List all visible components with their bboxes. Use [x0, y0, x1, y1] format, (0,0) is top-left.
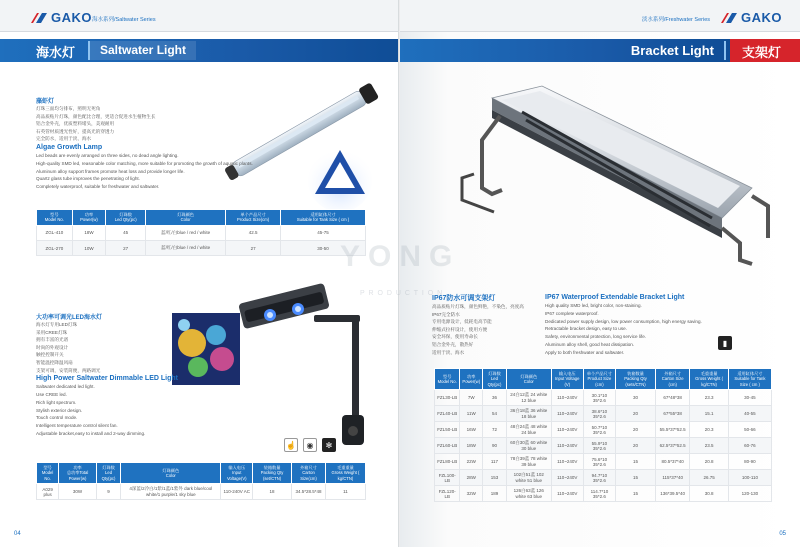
table-cell: A029 plus	[37, 484, 59, 500]
table-cell: 45	[106, 225, 146, 240]
table-row	[435, 486, 772, 502]
table-cell: FZL80-LB	[435, 454, 460, 470]
watermark: YONG	[340, 240, 461, 273]
table-cell: 16W	[460, 422, 483, 438]
feature-line-en: High quality SMD led, bright color, non-staining.	[545, 303, 642, 308]
table-cell: 67*55*38	[655, 406, 689, 422]
table-cell: 9	[96, 484, 120, 500]
feature-line-cn: 触控控制开关	[36, 352, 64, 358]
table-header: 型号 Model No.	[435, 369, 460, 390]
right-series-label: 淡水系列/Freshwater Series	[641, 17, 710, 23]
feature-line-en: Led beads are evenly arranged on three sides, no dead angle lighting.	[36, 152, 179, 158]
feature-line-en: Safety, environmental protection, long service life.	[545, 334, 647, 340]
left-title-band	[0, 39, 400, 62]
feature-line-en: Apply to both freshwater and saltwater.	[545, 349, 625, 355]
table-cell: 10W	[72, 241, 106, 256]
table-row	[435, 438, 772, 454]
table-cell: 50-66	[728, 422, 771, 438]
table-header: 灯珠数 Led Qty(pc)	[483, 369, 507, 390]
table-cell: 136*39.5*40	[655, 486, 689, 502]
table-header: 灯珠颜色 Color	[121, 463, 221, 484]
feature-line-cn: 适用于淡、海水	[432, 349, 465, 355]
table-cell: 30	[616, 390, 656, 406]
wifi-icon: ◉	[303, 438, 317, 452]
table-cell: 55.5*37*52.5	[655, 422, 689, 438]
brand-logo	[30, 10, 92, 25]
table-cell: 27	[106, 241, 146, 256]
table-cell: 30-50	[281, 241, 366, 256]
table-cell: 189	[483, 486, 507, 502]
dimmable-spec-table	[36, 462, 366, 500]
remote-control-icon: ▮	[718, 336, 732, 350]
table-cell: 20	[616, 438, 656, 454]
table-cell: 38.6*10 35*2.6	[583, 406, 615, 422]
table-cell: 110~240V	[551, 470, 583, 486]
table-cell: 15	[616, 470, 656, 486]
table-cell: FZL60-LB	[435, 438, 460, 454]
table-header: 输入电压 Input Voltage(V)	[221, 463, 253, 484]
table-cell: 18	[253, 484, 292, 500]
feature-line-en: High-quality SMD led, reasonable color matching, more suitable for promoting the growth of aquatic plants.	[36, 160, 253, 166]
table-cell: 110~240V	[551, 390, 583, 406]
table-header: 毛重重量 Gross Weight ( kg/CTN)	[325, 463, 365, 484]
table-cell: 75.6*10 35*2.6	[583, 454, 615, 470]
algae-description	[36, 96, 286, 191]
fan-icon: ✻	[322, 438, 336, 452]
page-number-left: 04	[14, 531, 21, 537]
table-cell: 110-240V AC	[221, 484, 253, 500]
algae-spec-table	[36, 209, 366, 256]
table-row	[435, 454, 772, 470]
bracket-en-description	[545, 293, 785, 357]
feature-line-cn: 专用电源设计，低耗电高节能	[432, 319, 492, 325]
touch-control-icon: ☝	[284, 438, 298, 452]
table-cell: 54	[483, 406, 507, 422]
feature-line-en: Intelligent temperature control silent fan.	[36, 423, 118, 429]
table-cell: 117	[483, 454, 507, 470]
table-header: 装箱数量 Packing Qty (set/CTN)	[253, 463, 292, 484]
bracket-cn-title: IP67防水可调支架灯	[432, 295, 496, 302]
feature-line-en: Completely waterproof, suitable for freshwater and saltwater.	[36, 184, 160, 190]
page-number-right: 05	[779, 531, 786, 537]
table-cell: 11W	[460, 406, 483, 422]
right-brand-name: GAKO	[741, 10, 782, 25]
table-cell: FZL100-LB	[435, 470, 460, 486]
table-cell: 15	[616, 454, 656, 470]
title-cn: 海水灯	[36, 45, 76, 60]
table-cell: 78白39蓝 78 white 39 blue	[506, 454, 551, 470]
feature-line-en: Touch control mode.	[36, 415, 78, 421]
table-cell: 30.8	[690, 486, 729, 502]
feature-line-cn: 石英管材质透光性好，提高光的穿透力	[36, 128, 115, 134]
table-header: 适用缸体尺寸 Suitable for Tank Size ( cm )	[728, 369, 771, 390]
feature-line-en: Stylish exterior design.	[36, 407, 83, 413]
table-cell: 110~240V	[551, 438, 583, 454]
table-header: 毛重重量 Gross Weight ( kg/CTN)	[690, 369, 729, 390]
table-cell: 27	[226, 241, 281, 256]
feature-line-en: Rich light spectrum.	[36, 399, 77, 405]
table-cell: 20.3	[690, 422, 729, 438]
series-label: 海水系列/Saltwater Series	[92, 17, 156, 23]
feature-line-en: Saltwater dedicated led light.	[36, 384, 95, 390]
table-cell: 40-55	[728, 406, 771, 422]
table-cell: 60-76	[728, 438, 771, 454]
table-cell: 18W	[460, 438, 483, 454]
feature-line-cn: 伸缩式拉杆设计，使用方便	[432, 326, 488, 332]
title-en: Saltwater Light	[88, 41, 196, 60]
table-cell: 62.5*37*52.5	[655, 438, 689, 454]
feature-line-cn: 铝合金外壳，散热好	[432, 341, 474, 347]
table-cell: 30W	[59, 484, 97, 500]
table-header: 功率 总功率Total Power(w)	[59, 463, 97, 484]
feature-line-en: Use CREE led.	[36, 391, 67, 397]
algae-cn-title: 藻虾灯	[36, 99, 55, 105]
bracket-light-image	[422, 78, 782, 268]
table-cell: ZGL-410	[37, 225, 73, 240]
right-brand-logo	[720, 10, 782, 25]
table-cell: 26.75	[690, 470, 729, 486]
left-header	[0, 0, 400, 32]
feature-line-cn: 海水灯专用LED灯珠	[36, 322, 78, 327]
table-header: 灯珠数 Led Qty(pc)	[106, 210, 146, 226]
table-cell: 23.5	[690, 438, 729, 454]
table-cell: 67*48*38	[655, 390, 689, 406]
table-cell: 102白51蓝 102 white 51 blue	[506, 470, 551, 486]
table-header: 装箱数量 Packing Qty (sets/CTN)	[616, 369, 656, 390]
table-cell: 23.3	[690, 390, 729, 406]
table-row	[37, 225, 366, 240]
feature-line-en: Aluminum alloy shell, good heat dissipation.	[545, 341, 635, 347]
feature-line-cn: 高品质贴片灯珠，颜色配比合理，更适合促进水生植物生长	[36, 113, 156, 119]
table-row	[37, 484, 366, 500]
table-cell: 50.7*10 35*2.6	[583, 422, 615, 438]
table-cell: 114.7*10 35*2.6	[583, 486, 615, 502]
table-row	[435, 422, 772, 438]
table-cell: 36	[483, 390, 507, 406]
table-cell: FZL40-LB	[435, 406, 460, 422]
table-cell: 36白18蓝 36 white 18 blue	[506, 406, 551, 422]
table-cell: ZGL-270	[37, 241, 73, 256]
table-header: 灯珠颜色 Color	[146, 210, 226, 226]
table-cell: FZL50-LB	[435, 422, 460, 438]
table-header: 适用缸体尺寸 Suitable for Tank Size ( cm )	[281, 210, 366, 226]
table-cell: 蓝/红/白blue / red / white	[146, 225, 226, 240]
feature-line-cn: 安全环保，使用寿命长	[432, 334, 478, 340]
feature-line-cn: 支架可调，安装简便，两路调光	[36, 367, 101, 373]
table-header: 外箱尺寸 Carton Size(cm)	[292, 463, 326, 484]
dimmable-en-title: High Power Saltwater Dimmable LED Light	[36, 375, 178, 383]
dimmable-cn-title: 大功率可调光LED海水灯	[36, 315, 103, 321]
feature-line-cn: 采用CREE灯珠	[36, 329, 68, 335]
table-cell: 115*37*40	[655, 470, 689, 486]
table-cell: 55.9*10 35*2.6	[583, 438, 615, 454]
table-cell: 18W	[72, 225, 106, 240]
table-cell: 110~240V	[551, 454, 583, 470]
watermark-sub: P R O D U C T I O N	[360, 290, 444, 297]
bracket-cn-description	[432, 293, 542, 356]
feature-line-cn: 完全防水，适用于淡、海水	[36, 136, 92, 142]
feature-line-en: Retractable bracket design, easy to use.	[545, 326, 627, 332]
table-header: 型号 Model No.	[37, 210, 73, 226]
table-cell: 7W	[460, 390, 483, 406]
table-header: 外箱尺寸 Carton Size (cm)	[655, 369, 689, 390]
feature-line-cn: IP67完全防水	[432, 311, 460, 317]
table-cell: 32W	[460, 486, 483, 502]
table-cell: 110~240V	[551, 486, 583, 502]
feature-line-cn: 拥有丰富的光谱	[36, 337, 69, 343]
table-cell: 110~240V	[551, 422, 583, 438]
table-cell: 15.1	[690, 406, 729, 422]
bracket-en-title: IP67 Waterproof Extendable Bracket Light	[545, 294, 685, 301]
feature-line-en: IP67 complete waterproof.	[545, 310, 599, 316]
feature-line-en: Aluminum alloy support frames promote heat loss and provide longer life.	[36, 168, 185, 174]
table-cell: 80.5*37*40	[655, 454, 689, 470]
table-row	[435, 470, 772, 486]
table-cell: 20	[616, 406, 656, 422]
table-cell: 4深蓝/2冷白/1紫/1蓝/1紫外 dark blue/cool white/1 purple/1 sky blue	[121, 484, 221, 500]
table-cell: 22W	[460, 454, 483, 470]
table-cell: 34.5*28.5*48	[292, 484, 326, 500]
table-cell: 20.8	[690, 454, 729, 470]
table-cell: 80-90	[728, 454, 771, 470]
table-cell: 30-45	[728, 390, 771, 406]
feature-line-cn: 时尚的外观设计	[36, 344, 69, 350]
right-title-en: Bracket Light	[621, 41, 726, 60]
table-cell: 45-75	[281, 225, 366, 240]
feature-line-en: Adjustable bracket,easy to install and 2-way dimming.	[36, 430, 146, 436]
feature-line-cn: 铝合金外壳，优质塑料堵头，美观耐用	[36, 121, 115, 127]
table-cell: FZL120-LB	[435, 486, 460, 502]
table-header: 单个产品尺寸 Product Size (cm)	[583, 369, 615, 390]
table-cell: 20	[616, 422, 656, 438]
table-cell: 110~240V	[551, 406, 583, 422]
feature-line-en: Quartz glass tube improves the penetrating of light.	[36, 176, 140, 182]
logo-icon	[30, 12, 48, 24]
table-header: 功率 Power(w)	[72, 210, 106, 226]
table-cell: 153	[483, 470, 507, 486]
algae-en-title: Algae Growth Lamp	[36, 143, 103, 151]
table-cell: 120-130	[728, 486, 771, 502]
right-title-band	[400, 39, 730, 62]
table-header: 灯珠颜色 Color	[506, 369, 551, 390]
right-logo-icon	[720, 12, 738, 24]
table-cell: 28W	[460, 470, 483, 486]
table-row	[435, 390, 772, 406]
right-title-cn: 支架灯	[742, 45, 782, 60]
table-cell: 60白30蓝 60 white 30 blue	[506, 438, 551, 454]
table-cell: 30.1*10 35*2.6	[583, 390, 615, 406]
table-cell: 15	[616, 486, 656, 502]
table-cell: 94.7*10 35*2.6	[583, 470, 615, 486]
table-cell: FZL30-LB	[435, 390, 460, 406]
table-cell: 72	[483, 422, 507, 438]
feature-line-cn: 智能温控降温风扇	[36, 359, 73, 365]
table-cell: 90	[483, 438, 507, 454]
table-row	[435, 406, 772, 422]
table-header: 功率 Power(w)	[460, 369, 483, 390]
table-cell: 126白63蓝 126 white 63 blue	[506, 486, 551, 502]
bracket-spec-table	[434, 368, 772, 502]
feature-line-cn: 高品质贴片灯珠，颜色鲜艳，不染色，亮度高	[432, 304, 524, 309]
table-header: 型号 Model No.	[37, 463, 59, 484]
table-header: 灯珠数 Led Qty(pc)	[96, 463, 120, 484]
table-cell: 100-110	[728, 470, 771, 486]
table-cell: 11	[325, 484, 365, 500]
feature-line-cn: 灯珠三面均匀排布，照明无死角	[36, 106, 101, 111]
dimmable-description	[36, 312, 236, 438]
table-cell: 24白12蓝 24 white 12 blue	[506, 390, 551, 406]
table-header: 输入电压 Input Voltage (V)	[551, 369, 583, 390]
right-title-cn-band	[730, 39, 800, 62]
table-cell: 蓝/红/白blue / red / white	[146, 241, 226, 256]
right-header	[400, 0, 800, 32]
table-cell: 48白24蓝 48 white 24 blue	[506, 422, 551, 438]
table-row	[37, 241, 366, 256]
table-header: 单个产品尺寸 Product Size(cm)	[226, 210, 281, 226]
feature-line-en: Dedicated power supply design, low power consumption, high energy saving.	[545, 318, 702, 324]
brand-name: GAKO	[51, 10, 92, 25]
right-page	[340, 0, 800, 547]
table-cell: 42.5	[226, 225, 281, 240]
